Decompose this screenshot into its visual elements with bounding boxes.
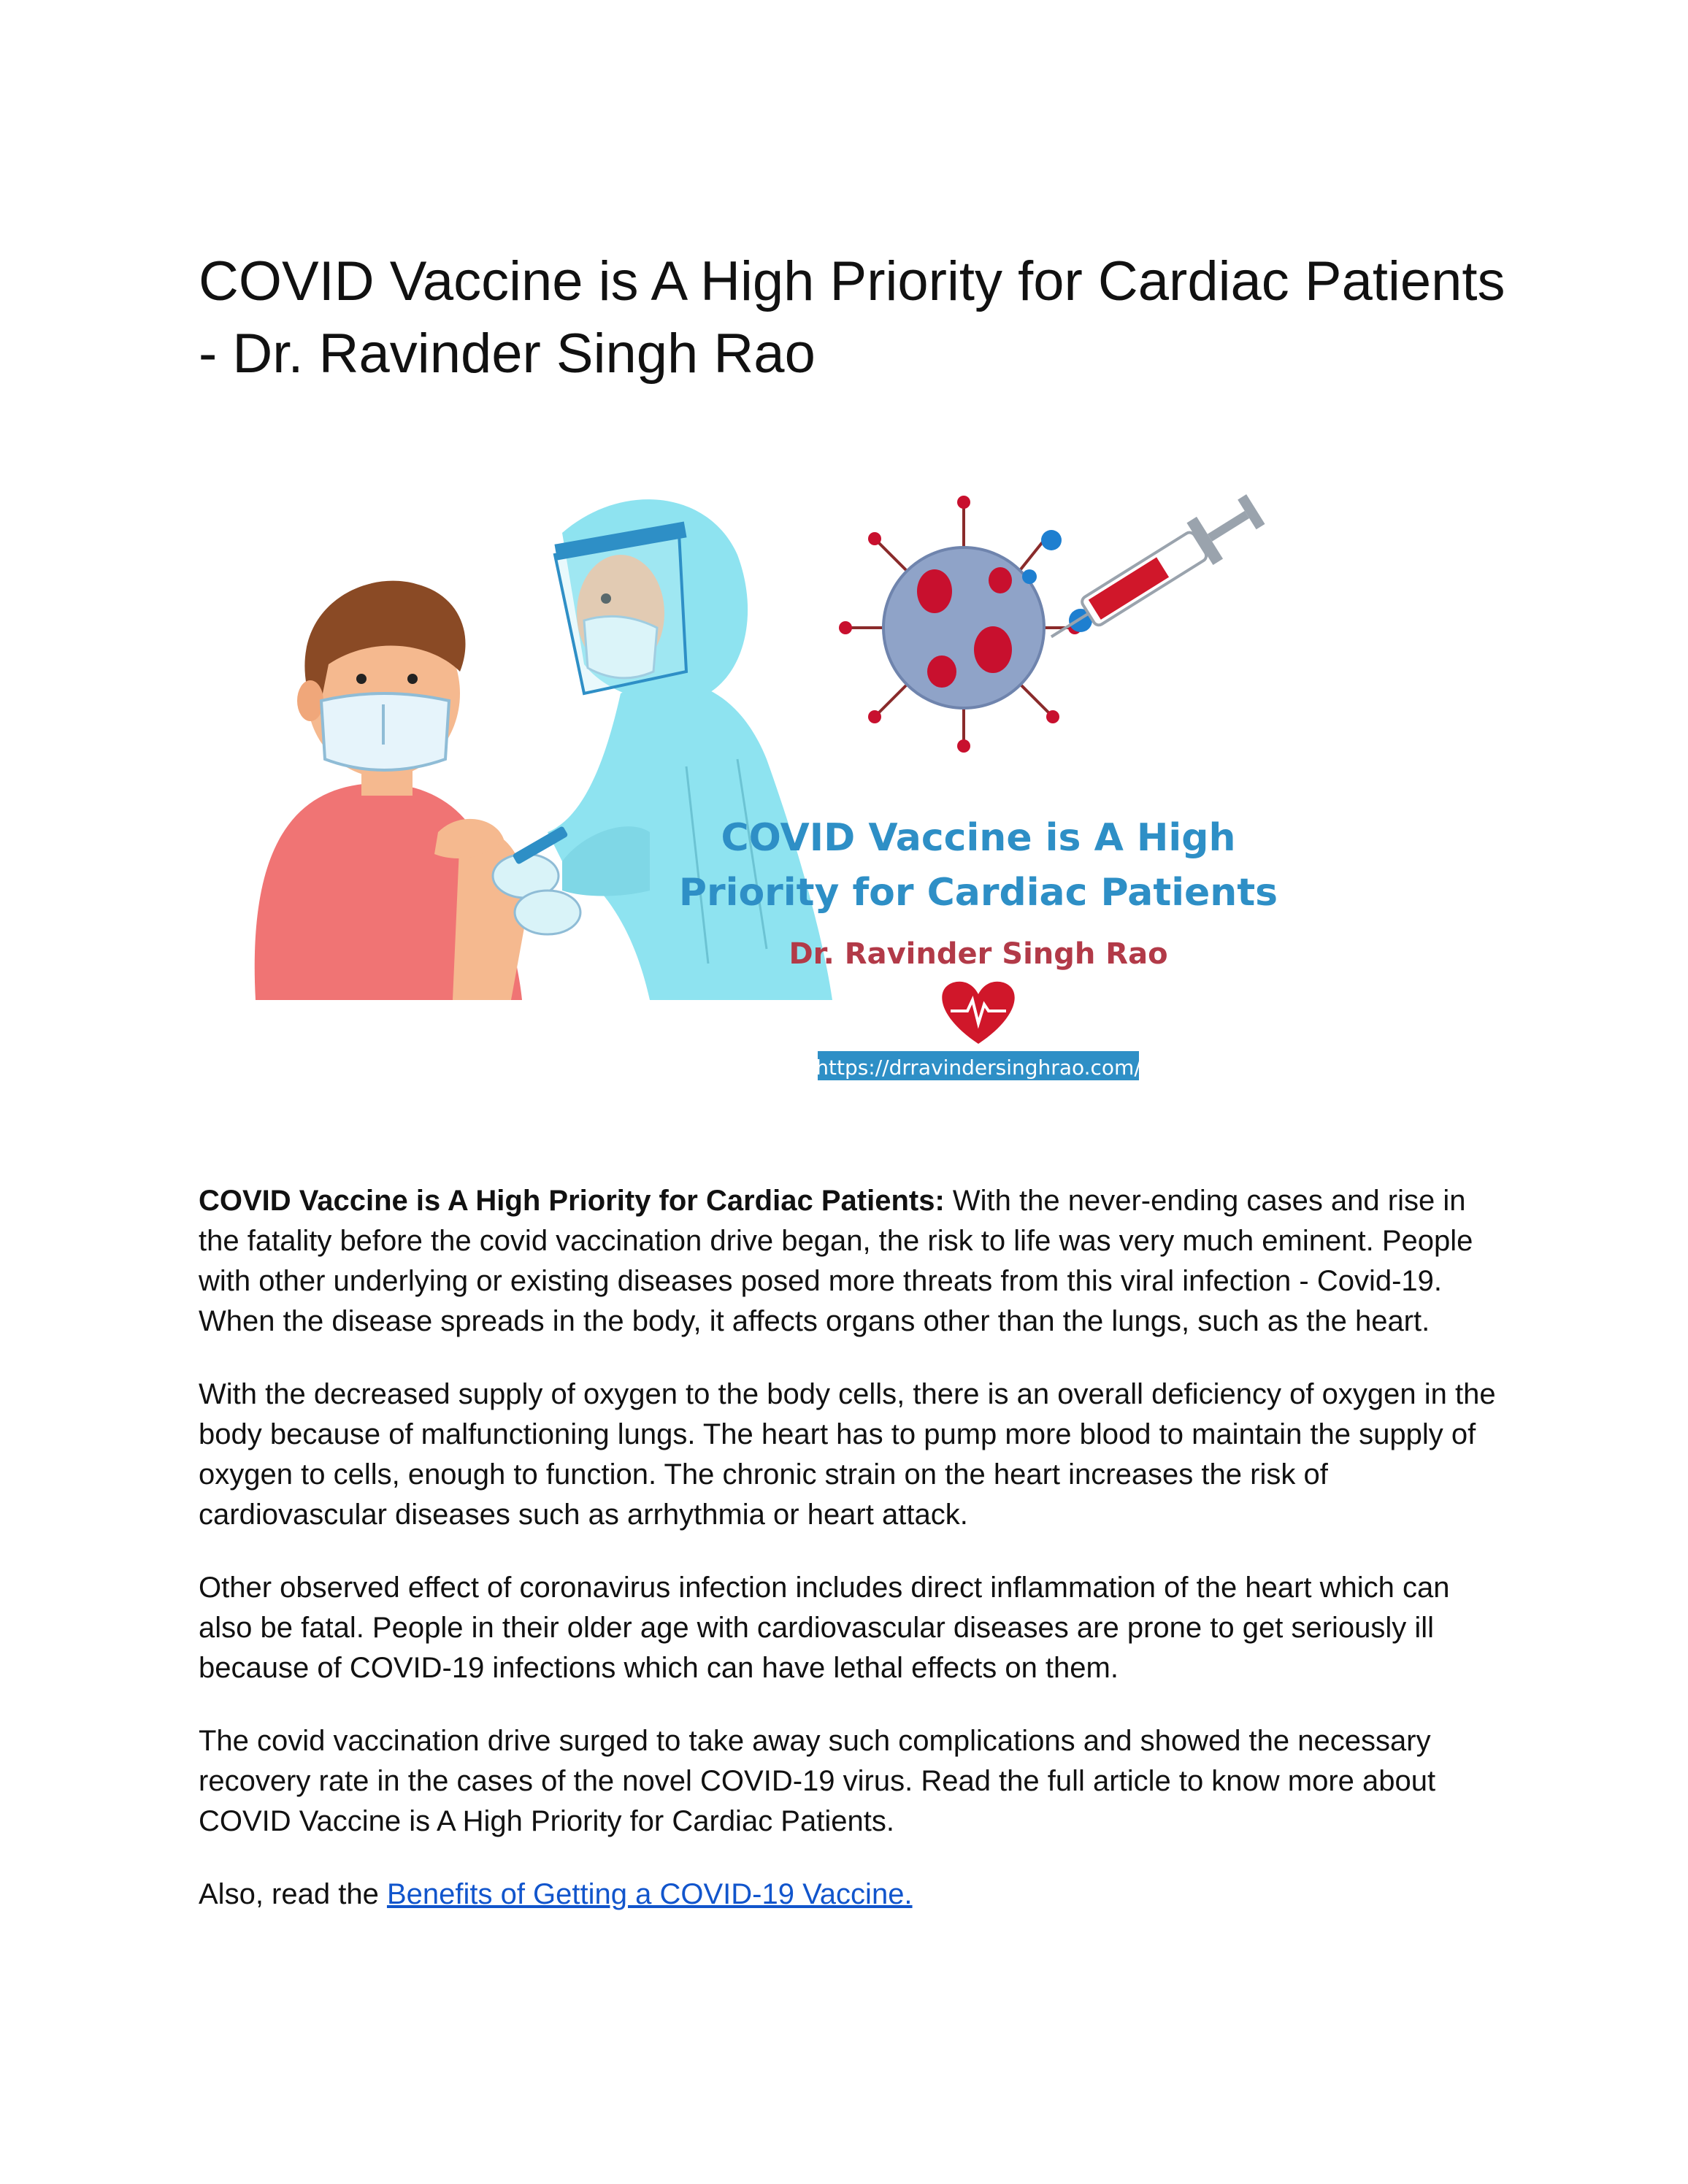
paragraph-5 [199, 1875, 1498, 1915]
hero-url-text: https://drravindersinghrao.com/ [816, 1056, 1141, 1080]
virus-icon [839, 496, 1092, 753]
also-read-prefix: Also, read the [199, 1878, 387, 1910]
hero-svg [241, 453, 1453, 1080]
health-worker-figure [493, 499, 832, 1000]
benefits-vaccine-link[interactable]: Benefits of Getting a COVID-19 Vaccine. [386, 1878, 913, 1910]
paragraph-2: With the decreased supply of oxygen to the body cells, there is an overall deficiency of oxygen in the body because of malfunctioning lungs. The heart has to pump more blood to maintain the supply of oxygen to cells, enough to function. The chronic strain on the heart increases the risk of cardiovascular diseases such as arrhythmia or heart attack. [199, 1378, 1496, 1531]
paragraph-1 [199, 1181, 1498, 1342]
article-body [199, 1181, 1498, 1947]
paragraph-4: The covid vaccination drive surged to take away such complications and showed the necessary recovery rate in the cases of the novel COVID-19 virus. Read the full article to know more about COVID Vaccine is A High Priority for Cardiac Patients. [199, 1725, 1436, 1837]
hero-author: Dr. Ravinder Singh Rao [789, 937, 1168, 971]
hero-illustration [241, 453, 1453, 1080]
heart-icon [942, 982, 1014, 1044]
paragraph-1-text: With the never-ending cases and rise in the fatality before the covid vaccination drive began, the risk to life was very much eminent. People with other underlying or existing diseases posed more threats from this viral infection - Covid-19. When the disease spreads in the body, it affects organs other than the lungs, such as the heart. [199, 1185, 1473, 1337]
paragraph-3: Other observed effect of coronavirus infection includes direct inflammation of the heart which can also be fatal. People in their older age with cardiovascular diseases are prone to get seriously ill because of COVID-19 infections which can have lethal effects on them. [199, 1572, 1450, 1684]
hero-heading-line-1: COVID Vaccine is A High [721, 816, 1236, 860]
lead-text: COVID Vaccine is A High Priority for Cardiac Patients: [199, 1185, 945, 1217]
patient-figure [255, 581, 527, 1000]
hero-heading-line-2: Priority for Cardiac Patients [678, 871, 1278, 915]
page-title: COVID Vaccine is A High Priority for Cardiac Patients - Dr. Ravinder Singh Rao [199, 250, 1505, 385]
